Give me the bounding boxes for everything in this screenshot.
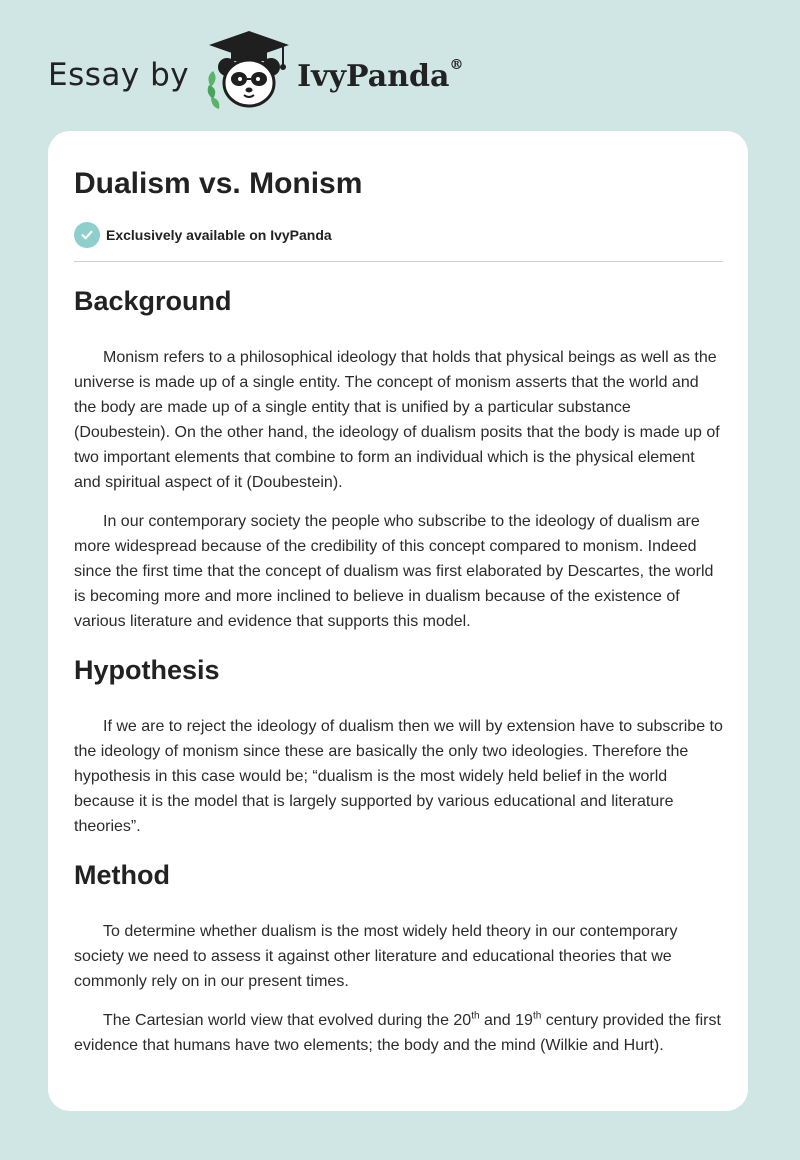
brand-name[interactable] bbox=[297, 56, 464, 94]
paragraph: Monism refers to a philosophical ideology that holds that physical beings as well as the universe is made up of a single entity. The concept of monism asserts that the world and the body are made up of a single entity that is unified by a particular substance (Doubestein). On the other hand, the ideology of dualism posits that the body is made up of two important elements that combine to form an individual which is the physical element and spiritual aspect of it (Doubestein). bbox=[74, 349, 720, 491]
paragraph-text: The Cartesian world view that evolved during the 20 bbox=[103, 1012, 472, 1029]
divider bbox=[74, 261, 723, 262]
paragraph bbox=[74, 1008, 724, 1058]
paragraph-text: century provided the first evidence that humans have two elements; the body and the mind (Wilkie and Hurt). bbox=[74, 1012, 721, 1054]
panda-graduate-icon[interactable] bbox=[203, 27, 295, 113]
registered-mark: ® bbox=[449, 56, 464, 73]
section-heading-method: Method bbox=[74, 860, 170, 890]
essay-title: Dualism vs. Monism bbox=[74, 167, 363, 200]
essay-by-label: Essay by bbox=[48, 57, 190, 93]
exclusive-badge bbox=[74, 222, 332, 248]
badge-label: Exclusively available on IvyPanda bbox=[106, 227, 332, 243]
superscript: th bbox=[532, 1010, 542, 1022]
brand-text: IvyPanda bbox=[297, 58, 450, 94]
paragraph: If we are to reject the ideology of dualism then we will by extension have to subscribe to the ideology of monism since these are basically the only two ideologies. Therefore the hypothesis in this case would be; “dualism is the most widely held belief in the world because it is the model that is largely supported by various educational and literature theories”. bbox=[74, 718, 723, 835]
essay-body bbox=[74, 279, 724, 1072]
site-header bbox=[48, 28, 648, 118]
paragraph: To determine whether dualism is the most widely held theory in our contemporary society we need to assess it against other literature and educational theories that we commonly rely on in our present times. bbox=[74, 923, 678, 990]
paragraph-text: and 19 bbox=[479, 1012, 533, 1029]
superscript: th bbox=[471, 1010, 480, 1022]
paragraph: In our contemporary society the people who subscribe to the ideology of dualism are more widespread because of the credibility of this concept compared to monism. Indeed since the first time that the concept of dualism was first elaborated by Descartes, the world is becoming more and more inclined to believe in dualism because of the existence of various literature and evidence that supports this model. bbox=[74, 513, 714, 630]
check-icon bbox=[74, 222, 100, 248]
section-heading-background: Background bbox=[74, 286, 232, 316]
section-heading-hypothesis: Hypothesis bbox=[74, 655, 220, 685]
essay-card bbox=[48, 131, 748, 1111]
